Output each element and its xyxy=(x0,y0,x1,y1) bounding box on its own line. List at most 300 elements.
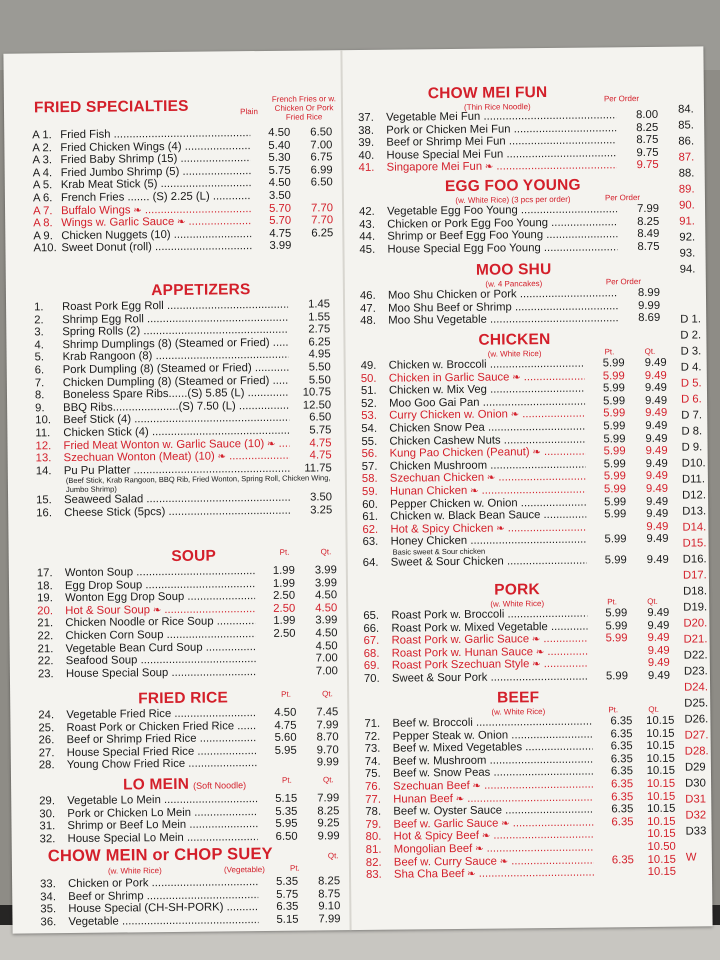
item-name: Vegetable Egg Foo Young ..... xyxy=(387,203,617,218)
item-price-small: 5.99 xyxy=(605,607,628,620)
item-name: Spring Rolls (2) ..... xyxy=(62,324,288,339)
item-price-large: 3.99 xyxy=(315,614,338,627)
item-number: 94. xyxy=(679,263,696,276)
item-number: 37. xyxy=(358,111,374,124)
item-price-large: 10.15 xyxy=(646,727,675,740)
item-number: A 9. xyxy=(33,229,53,243)
item-name: Krab Rangoon (8) ..... xyxy=(63,349,289,364)
section-pork xyxy=(357,580,678,691)
item-price-small: 4.75 xyxy=(269,227,292,240)
item-number: 11. xyxy=(35,427,51,440)
item-price-small: 5.99 xyxy=(603,483,627,496)
col-header-pt: Pt. xyxy=(604,347,615,357)
item-name: Hunan Beef ❧ ..... xyxy=(393,791,593,807)
item-name: Wings w. Garlic Sauce ❧ ..... xyxy=(61,215,251,231)
item-name: Beef or Shrimp Mei Fun ..... xyxy=(386,134,616,149)
item-number: D 7. xyxy=(681,409,703,422)
item-name: Chicken in Garlic Sauce ❧ ..... xyxy=(389,370,585,386)
item-name: Moo Shu Chicken or Pork ..... xyxy=(388,287,618,302)
item-name: Chicken w. Mix Veg ..... xyxy=(389,383,585,398)
item-number: A 2. xyxy=(32,141,52,154)
item-number: 28. xyxy=(38,759,55,772)
item-price: 6.50 xyxy=(309,411,332,424)
item-price-small: 3.50 xyxy=(268,189,291,202)
col-header-per-order: Per Order xyxy=(603,94,640,104)
item-number: 21. xyxy=(37,642,54,655)
item-price-small: 5.99 xyxy=(603,420,626,433)
item-number: 1. xyxy=(34,301,44,314)
item-number: 77. xyxy=(365,793,382,806)
item-number: 31. xyxy=(39,820,56,833)
chili-pepper-icon: ❧ xyxy=(529,659,541,671)
item-number: D33 xyxy=(685,825,707,838)
item-name: Roast Pork Szechuan Style ❧ ..... xyxy=(392,658,588,674)
item-price-large: 9.99 xyxy=(317,829,340,843)
item-name: Vegetable Bean Curd Soup ..... xyxy=(66,641,256,656)
item-name: Fried Jumbo Shrimp (5) ..... xyxy=(61,165,251,180)
item-price-large: 4.50 xyxy=(315,602,338,615)
item-price-large: 9.49 xyxy=(645,457,668,470)
item-number: 38. xyxy=(358,124,375,137)
item-price-small: 6.35 xyxy=(610,715,633,728)
item-price-small: 2.50 xyxy=(273,627,296,640)
item-price-large: 7.70 xyxy=(311,214,334,227)
item-number: 22. xyxy=(37,655,54,668)
item-list xyxy=(25,564,338,681)
item-name: Moo Shu Vegetable ..... xyxy=(388,312,618,327)
menu-column-right-cutoff xyxy=(677,46,716,865)
item-number: 54. xyxy=(361,422,378,435)
item-name: Chicken or Pork ..... xyxy=(68,876,258,891)
chili-pepper-icon: ❧ xyxy=(464,868,476,881)
item-name: Beef or Shrimp Fried Rice ..... xyxy=(67,732,257,747)
item-price: 8.69 xyxy=(638,312,661,325)
item-price-large: 9.49 xyxy=(647,631,670,645)
item-price: 8.75 xyxy=(636,134,659,147)
section-subtitle: (w. White Rice) xyxy=(487,349,542,359)
item-number: 89. xyxy=(678,183,695,196)
item-price-small: 5.99 xyxy=(603,394,626,408)
item-price-small: 5.99 xyxy=(604,495,627,508)
item-list xyxy=(27,792,340,846)
item-number: 88. xyxy=(678,167,695,180)
item-name: Szechuan Chicken ❧ ..... xyxy=(390,471,586,487)
item-number: D26. xyxy=(684,713,709,726)
item-name: Fried Baby Shrimp (15) ..... xyxy=(60,152,250,167)
item-price-large: 9.10 xyxy=(318,900,341,913)
item-number: 49. xyxy=(360,359,377,372)
item-name: Sweet & Sour Chicken ..... xyxy=(391,555,587,570)
item-list xyxy=(32,126,333,255)
chili-pepper-icon: ❧ xyxy=(174,216,186,229)
item-number: A 1. xyxy=(32,129,52,142)
item-name: Wonton Egg Drop Soup ..... xyxy=(65,590,255,605)
item-number: D10. xyxy=(681,457,706,470)
item-price-large: 9.49 xyxy=(646,507,669,521)
item-name: Boneless Spare Ribs......(S) 5.85 (L) ..... xyxy=(63,387,289,402)
item-name: Hot & Sour Soup ❧ ..... xyxy=(65,603,255,619)
col-header-qt: Qt. xyxy=(322,775,334,785)
item-name: Beef w. Broccoli ..... xyxy=(392,716,592,731)
item-name: Szechuan Beef ❧ ..... xyxy=(393,779,593,795)
item-price-small: 5.99 xyxy=(602,382,626,395)
item-number: 86. xyxy=(678,135,695,148)
item-price-large: 4.50 xyxy=(315,589,338,602)
item-number: 52. xyxy=(361,397,377,410)
section-title: SOUP xyxy=(171,547,217,565)
item-price-small: 5.60 xyxy=(274,731,297,745)
item-number: 41. xyxy=(358,162,375,175)
chili-pepper-icon: ❧ xyxy=(484,472,496,485)
item-price-small: 5.75 xyxy=(276,888,299,901)
item-name: Pu Pu Platter ..... xyxy=(64,462,290,477)
item-number: 74. xyxy=(364,755,381,768)
col-header-qt: Qt. xyxy=(647,596,658,606)
section-appetizers xyxy=(22,280,343,543)
chili-pepper-icon: ❧ xyxy=(478,830,491,843)
item-price-large: 6.99 xyxy=(310,164,333,177)
item-number: D 4. xyxy=(680,361,702,374)
item-price-small: 6.35 xyxy=(611,803,634,816)
item-price-small: 5.99 xyxy=(603,432,626,445)
item-name: Roast Pork w. Mixed Vegetable ..... xyxy=(391,620,587,635)
item-name: Vegetable Lo Mein ..... xyxy=(67,793,257,808)
item-number: 81. xyxy=(365,843,382,856)
item-name: Hot & Spicy Beef ❧ ..... xyxy=(394,829,594,845)
item-price-small: 5.99 xyxy=(604,554,627,567)
menu-item xyxy=(366,866,676,882)
item-number: 9. xyxy=(35,402,45,415)
item-price: 8.25 xyxy=(637,215,660,228)
item-price-large: 9.49 xyxy=(645,482,669,495)
item-number: 47. xyxy=(360,302,376,315)
chili-pepper-icon: ❧ xyxy=(472,843,484,855)
item-list xyxy=(353,203,660,257)
item-price: 8.25 xyxy=(636,121,659,134)
item-price-small: 5.75 xyxy=(268,164,291,177)
col-header-qt: Qt. xyxy=(320,547,332,557)
item-price-small: 5.70 xyxy=(269,214,292,228)
chili-pepper-icon: ❧ xyxy=(529,634,541,646)
col-header-qt: Qt. xyxy=(648,704,660,714)
item-name: Honey Chicken ..... xyxy=(390,534,586,549)
item-price-large: 9.49 xyxy=(646,495,669,508)
item-number: 83. xyxy=(365,868,382,882)
item-price-large: 10.15 xyxy=(647,853,676,866)
item-price-small: 5.70 xyxy=(268,202,292,215)
item-number: D17. xyxy=(682,569,707,582)
item-number: 71. xyxy=(364,717,381,730)
col-header-plain: Plain xyxy=(240,107,258,117)
item-price: 1.55 xyxy=(308,310,331,324)
item-name: BBQ Ribs.....................(S) 7.50 (L) ..... xyxy=(63,399,289,414)
item-number: 44. xyxy=(359,230,376,244)
item-number: 7. xyxy=(34,376,45,389)
item-number: 19. xyxy=(37,592,53,605)
item-price-large: 10.15 xyxy=(646,765,676,778)
item-price-large: 9.49 xyxy=(647,619,670,632)
col-header-qt: Qt. xyxy=(644,346,656,356)
item-number: D 8. xyxy=(681,425,703,438)
item-price: 2.75 xyxy=(308,323,331,336)
item-name: Chicken w. Black Bean Sauce ..... xyxy=(390,509,586,524)
item-price-small: 5.99 xyxy=(605,632,628,645)
item-number: 3. xyxy=(34,326,44,339)
col-header-pt: Pt. xyxy=(608,705,619,715)
item-number: 2. xyxy=(34,313,44,326)
item-price-small: 5.99 xyxy=(604,508,627,521)
section-subtitle: (w. White Rice) (3 pcs per order) xyxy=(455,194,571,205)
section-chicken xyxy=(354,330,677,583)
item-name: Kung Pao Chicken (Peanut) ❧ ..... xyxy=(390,446,586,462)
trailing-letter: W xyxy=(685,851,697,864)
item-price-large: 8.75 xyxy=(318,887,341,901)
item-number: 60. xyxy=(362,498,378,511)
section-fried-rice xyxy=(26,688,345,777)
item-number: 72. xyxy=(364,730,381,743)
section-subtitle: (w. 4 Pancakes) xyxy=(485,279,543,289)
col-header-pt: Pt. xyxy=(281,689,291,699)
item-price-large: 9.49 xyxy=(647,657,670,670)
item-number: 92. xyxy=(679,231,696,244)
item-price: 4.95 xyxy=(308,348,331,361)
item-name: Cheese Stick (5pcs) ..... xyxy=(64,505,290,520)
item-number: D16. xyxy=(682,553,707,566)
item-price-large: 10.15 xyxy=(646,714,675,727)
item-price-small: 5.99 xyxy=(602,357,625,370)
item-price-small: 1.99 xyxy=(272,577,296,590)
platter-note: (Beef Stick, Krab Rangoon, BBQ Rib, Fried Wonton, Spring Roll, Chicken Wing, Jumbo Shrimp) xyxy=(65,473,331,494)
item-price-small: 6.35 xyxy=(610,727,633,740)
item-price: 5.75 xyxy=(309,424,332,437)
item-name: Vegetable Fried Rice ..... xyxy=(66,707,256,722)
section-fried-specialties xyxy=(19,50,339,283)
item-name: Chicken Dumpling (8) (Steamed or Fried) ..... xyxy=(63,374,289,389)
item-price: 7.99 xyxy=(637,202,660,216)
item-price-large: 9.49 xyxy=(645,432,668,445)
section-title: CHOW MEIN or CHOP SUEY xyxy=(47,844,273,866)
item-number: A 4. xyxy=(32,166,53,180)
item-number: A 7. xyxy=(32,204,53,217)
item-name: Chicken Snow Pea ..... xyxy=(389,421,585,436)
item-number: A 6. xyxy=(32,192,53,205)
item-price-small: 5.99 xyxy=(605,619,628,633)
col-header-qt: Qt. xyxy=(327,851,339,861)
chili-pepper-icon: ❧ xyxy=(452,793,465,805)
item-price-small: 6.35 xyxy=(276,900,299,914)
item-number: 51. xyxy=(360,384,377,398)
item-name: Hunan Chicken ❧ ..... xyxy=(390,484,586,500)
item-number: 56. xyxy=(361,447,378,461)
item-list xyxy=(357,607,670,686)
item-name: Pork or Chicken Mei Fun ..... xyxy=(386,122,616,137)
item-number: 27. xyxy=(38,746,55,760)
item-price: 8.75 xyxy=(637,240,660,253)
item-number: 18. xyxy=(36,579,53,592)
item-price-large: 7.99 xyxy=(318,912,341,926)
item-list xyxy=(358,715,676,882)
item-price: 5.50 xyxy=(308,373,331,387)
item-name: Young Chow Fried Rice ..... xyxy=(67,757,257,772)
section-title: MOO SHU xyxy=(475,260,552,279)
item-number: A 3. xyxy=(32,154,53,167)
section-subtitle: (w. White Rice) xyxy=(491,707,546,717)
chili-pepper-icon: ❧ xyxy=(496,855,509,868)
item-number: 40. xyxy=(358,149,375,162)
item-list xyxy=(22,298,332,520)
item-price: 6.25 xyxy=(308,336,331,349)
item-price-large: 10.15 xyxy=(646,790,676,803)
section-subtitle: (w. White Rice) xyxy=(490,599,545,609)
item-number: 90. xyxy=(678,199,695,212)
item-price-small: 5.99 xyxy=(602,369,625,383)
item-list xyxy=(26,706,339,772)
item-price-large: 10.15 xyxy=(647,815,676,828)
item-name: Roast Pork or Chicken Fried Rice ..... xyxy=(66,720,256,735)
item-number: 57. xyxy=(361,460,378,473)
menu-column-left xyxy=(19,50,346,937)
col-header-pt: Pt. xyxy=(289,863,300,873)
item-price-large: 10.15 xyxy=(646,739,675,753)
item-number: 24. xyxy=(38,709,55,722)
item-name: Shrimp Egg Roll ..... xyxy=(62,311,288,326)
item-number: 48. xyxy=(360,314,377,328)
item-price-small: 6.50 xyxy=(275,830,298,843)
item-price-large: 9.70 xyxy=(316,743,339,757)
item-name: Chicken Corn Soup ..... xyxy=(65,628,255,643)
item-number: D28. xyxy=(684,745,709,758)
item-number: 61. xyxy=(362,510,379,524)
item-name: Fried Meat Wonton w. Garlic Sauce (10) ❧ ..... xyxy=(63,437,289,453)
menu-column-middle xyxy=(351,47,680,881)
item-number: D21. xyxy=(683,633,708,646)
item-number: 69. xyxy=(363,660,380,673)
item-number: A10. xyxy=(33,242,57,255)
chili-pepper-icon: ❧ xyxy=(482,161,494,174)
item-price-small: 4.50 xyxy=(268,126,291,139)
item-number: 59. xyxy=(361,485,378,498)
item-number: 10. xyxy=(35,414,52,427)
chili-pepper-icon: ❧ xyxy=(507,409,520,421)
section-title: CHICKEN xyxy=(478,330,551,349)
item-price-small: 1.99 xyxy=(273,615,296,628)
item-price-large: 10.15 xyxy=(646,752,675,765)
col-header-per-order: Per Order xyxy=(605,277,642,287)
item-price-large: 7.70 xyxy=(310,201,334,215)
item-name: Roast Pork w. Hunan Sauce ❧ ..... xyxy=(392,645,588,661)
item-name: Shrimp Dumplings (8) (Steamed or Fried) ..... xyxy=(62,337,288,352)
item-name: Chicken Nuggets (10) ..... xyxy=(61,228,251,243)
item-price-small: 2.50 xyxy=(273,602,296,615)
item-price-large: 10.15 xyxy=(646,777,676,790)
item-price-large: 8.25 xyxy=(317,804,340,818)
item-number: D 9. xyxy=(681,441,703,454)
item-price-small: 6.35 xyxy=(610,765,634,778)
item-price-large: 7.00 xyxy=(315,652,338,665)
item-name: Seafood Soup ..... xyxy=(66,653,256,668)
item-number: 16. xyxy=(36,507,53,520)
item-number-list-d xyxy=(680,311,716,839)
item-number: 70. xyxy=(363,672,380,685)
item-price-small: 5.99 xyxy=(604,533,627,546)
item-price-large: 6.50 xyxy=(310,126,333,139)
col-header-qt: Qt. xyxy=(322,689,333,699)
item-name: Chicken Stick (4) ..... xyxy=(63,425,289,440)
item-number: 6. xyxy=(34,364,45,377)
col-header-combo: French Fries or w. Chicken Or Pork Fried Rice xyxy=(271,94,336,122)
item-price-large: 9.49 xyxy=(646,554,669,567)
item-name: House Special Fried Rice ..... xyxy=(67,745,257,760)
item-number: D 5. xyxy=(680,377,702,390)
menu-item xyxy=(39,757,339,773)
item-number: D24. xyxy=(684,681,709,694)
item-number: D20. xyxy=(683,617,708,630)
item-price-small: 6.35 xyxy=(611,815,634,829)
item-name: Beef w. Garlic Sauce ❧ ..... xyxy=(393,816,593,832)
item-price-large: 9.49 xyxy=(645,419,668,432)
item-price-large: 3.99 xyxy=(314,576,338,590)
item-price-large: 6.75 xyxy=(310,151,333,164)
item-price-large: 9.49 xyxy=(645,444,668,458)
item-name: Seaweed Salad ..... xyxy=(64,492,290,507)
item-price-large: 9.49 xyxy=(644,381,668,395)
item-name: Hot & Spicy Chicken ❧ ..... xyxy=(390,521,586,537)
menu-sheet xyxy=(3,46,712,933)
item-name: Beef w. Mushroom ..... xyxy=(393,753,593,768)
item-name: Chicken w. Broccoli ..... xyxy=(389,358,585,373)
menu-item xyxy=(40,913,340,929)
item-name: Vegetable Mei Fun ..... xyxy=(386,109,616,124)
item-price: 3.50 xyxy=(310,491,333,504)
item-price-small: 3.99 xyxy=(269,240,292,253)
item-number: 84. xyxy=(677,103,694,116)
item-name: Egg Drop Soup ..... xyxy=(65,578,255,593)
item-number: 33. xyxy=(40,878,56,891)
item-price-small: 5.15 xyxy=(276,913,299,926)
item-name: House Special (CH-SH-PORK) ..... xyxy=(68,901,258,916)
item-number: 43. xyxy=(359,218,376,231)
item-price-large: 4.50 xyxy=(315,627,338,640)
section-title: APPETIZERS xyxy=(151,281,251,300)
item-number: 13. xyxy=(35,452,52,465)
item-number: 32. xyxy=(39,832,56,846)
item-number: D 6. xyxy=(681,393,702,406)
item-price-large: 8.25 xyxy=(318,875,341,888)
item-name: Beef w. Snow Peas ..... xyxy=(393,766,593,781)
item-number: 62. xyxy=(362,523,379,536)
col-header-per-order: Per Order xyxy=(604,193,641,203)
item-number: 87. xyxy=(678,151,695,164)
item-number: 76. xyxy=(365,780,381,793)
item-price-large: 8.70 xyxy=(316,731,339,744)
item-price: 8.00 xyxy=(636,108,659,122)
item-price-small: 5.99 xyxy=(603,407,626,420)
item-number: D30 xyxy=(685,777,706,790)
item-number: 73. xyxy=(364,742,381,756)
chili-pepper-icon: ❧ xyxy=(130,204,142,216)
item-number: 80. xyxy=(365,831,382,844)
item-name: Moo Shu Beef or Shrimp ..... xyxy=(388,300,618,315)
item-number: 64. xyxy=(362,557,379,570)
item-number: 12. xyxy=(35,439,52,452)
item-price: 12.50 xyxy=(302,399,332,412)
chili-pepper-icon: ❧ xyxy=(149,604,162,616)
item-price-large: 10.50 xyxy=(647,840,676,853)
menu-item xyxy=(40,830,340,846)
item-name: Chicken Mushroom ..... xyxy=(390,458,586,473)
item-price-large: 4.50 xyxy=(315,639,338,653)
item-list xyxy=(355,357,669,570)
